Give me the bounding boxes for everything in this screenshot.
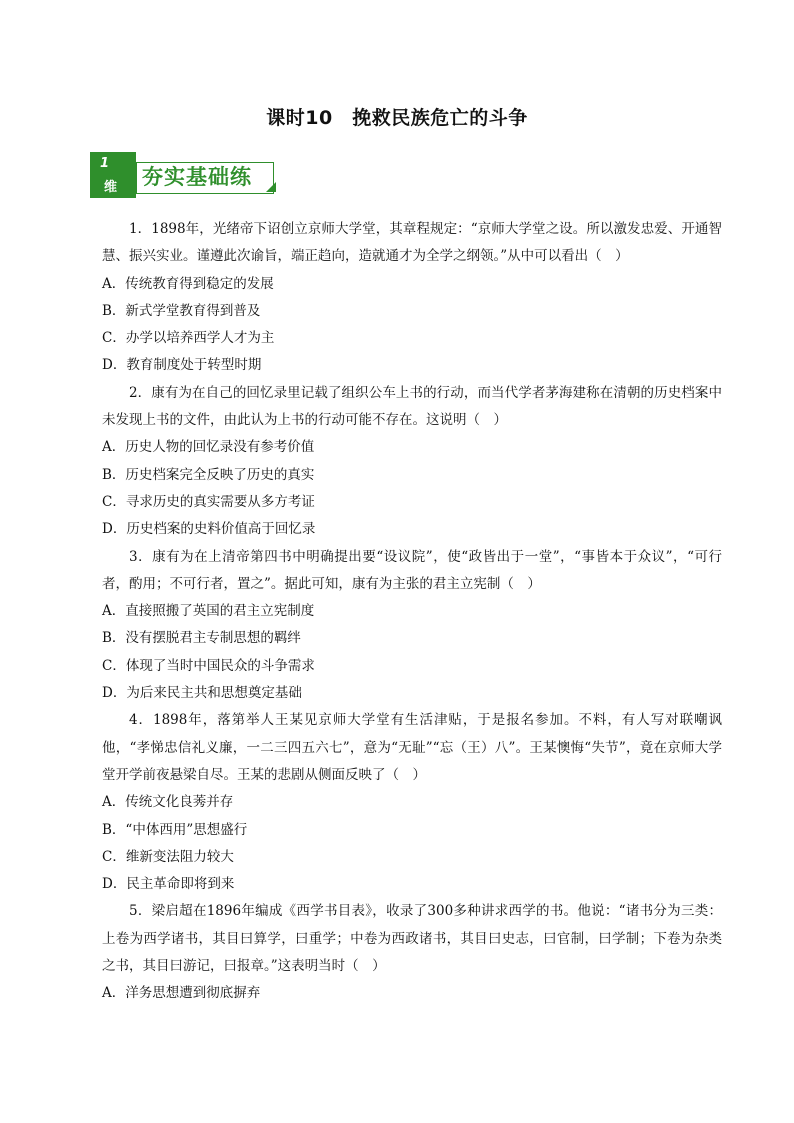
- question-stem: 2．康有为在自己的回忆录里记载了组织公车上书的行动，而当代学者茅海建称在清朝的历史档案中未发现上书的文件，由此认为上书的行动可能不存在。这说明（ ）: [102, 384, 722, 429]
- badge-number: 1: [100, 156, 110, 171]
- option-c: C．办学以培养西学人才为主: [102, 330, 275, 347]
- option-a: A．直接照搬了英国的君主立宪制度: [102, 603, 315, 620]
- option-a: A．传统教育得到稳定的发展: [102, 275, 274, 292]
- questions-list: [102, 216, 722, 1008]
- option-a: A．洋务思想遭到彻底摒弃: [102, 985, 261, 1002]
- option-a: A．传统文化良莠并存: [102, 794, 234, 811]
- option-b: B．没有摆脱君主专制思想的羁绊: [102, 630, 301, 647]
- section-label: 夯实基础练: [142, 165, 252, 189]
- question-stem: 5．梁启超在1896年编成《西学书目表》，收录了300多种讲求西学的书。他说：“诸书分为三类：上卷为西学诸书，其目曰算学，曰重学；中卷为西政诸书，其目曰史志，曰官制，曰学制；下卷为杂类之书，其目曰游记，曰报章。”这表明当时（ ）: [102, 903, 722, 975]
- question-stem: 4．1898年，落第举人王某见京师大学堂有生活津贴，于是报名参加。不料，有人写对联嘲讽他，“孝悌忠信礼义廉，一二三四五六七”，意为“无耻”“忘（王）八”。王某懊悔“失节”，竟在京师大学堂开学前夜悬梁自尽。王某的悲剧从侧面反映了（ ）: [102, 712, 722, 783]
- option-b: B．历史档案完全反映了历史的真实: [102, 466, 315, 483]
- option-d: D．民主革命即将到来: [102, 876, 235, 893]
- option-d: D．历史档案的史料价值高于回忆录: [102, 521, 316, 538]
- option-d: D．为后来民主共和思想奠定基础: [102, 685, 302, 702]
- option-d: D．教育制度处于转型时期: [102, 357, 262, 374]
- question-3: [102, 544, 722, 708]
- option-c: C．维新变法阻力较大: [102, 848, 234, 865]
- option-c: C．寻求历史的真实需要从多方考证: [102, 493, 315, 510]
- option-c: C．体现了当时中国民众的斗争需求: [102, 657, 315, 674]
- question-stem: 1．1898年，光绪帝下诏创立京师大学堂，其章程规定：“京师大学堂之设。所以激发忠爱、开通智慧、振兴实业。谨遵此次谕旨，端正趋向，造就通才为全学之纲领。”从中可以看出（ ）: [102, 221, 722, 265]
- banner-corner: [266, 182, 276, 192]
- question-stem: 3．康有为在上清帝第四书中明确提出要“设议院”，使“政皆出于一堂”，“事皆本于众议”，“可行者，酌用；不可行者，置之”。据此可知，康有为主张的君主立宪制（ ）: [102, 548, 722, 592]
- question-1: [102, 216, 722, 380]
- option-b: B．“中体西用”思想盛行: [102, 821, 248, 838]
- section-badge: [90, 152, 136, 198]
- page-title: 课时10 挽救民族危亡的斗争: [266, 107, 528, 129]
- question-4: [102, 707, 722, 898]
- section-banner: [90, 150, 290, 198]
- badge-char: 维: [104, 180, 118, 195]
- option-a: A．历史人物的回忆录没有参考价值: [102, 439, 315, 456]
- question-5: [102, 898, 722, 1007]
- question-2: [102, 380, 722, 544]
- option-b: B．新式学堂教育得到普及: [102, 302, 261, 319]
